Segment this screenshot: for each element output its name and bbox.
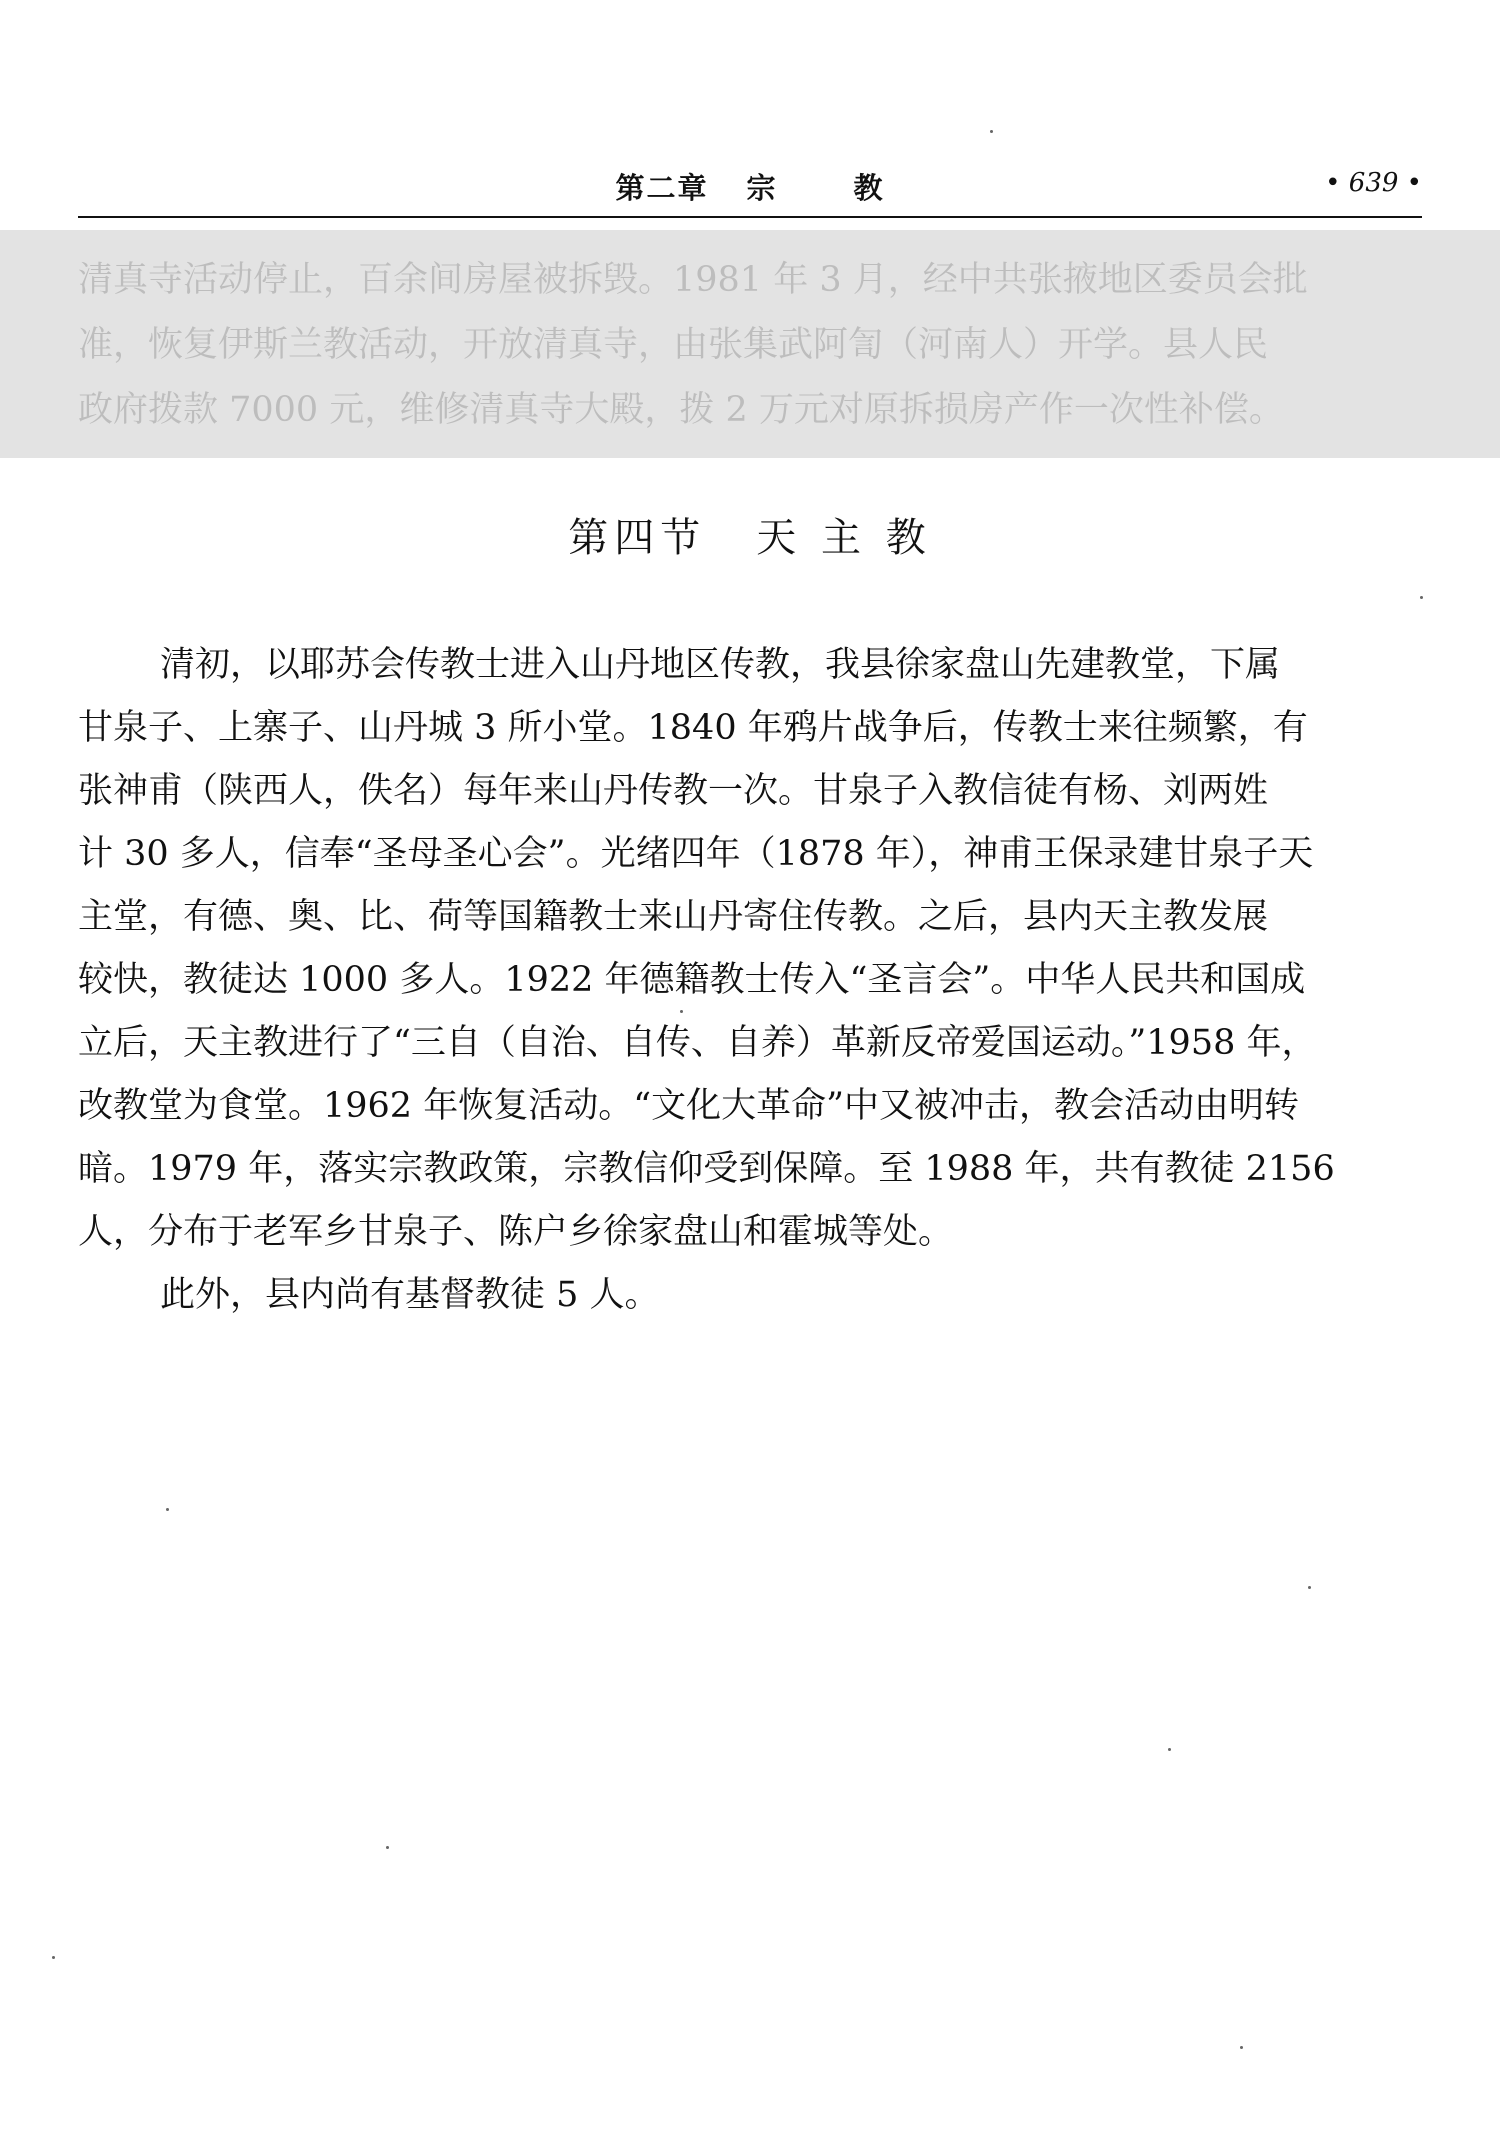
text-line: 清初，以耶苏会传教士进入山丹地区传教，我县徐家盘山先建教堂，下属 — [160, 645, 1281, 685]
text-line: 政府拨款 7000 元，维修清真寺大殿，拨 2 万元对原拆损房产作一次性补偿。 — [78, 390, 1284, 430]
scan-speck — [1420, 596, 1423, 599]
scan-speck — [990, 130, 993, 133]
text-line: 张神甫（陕西人，佚名）每年来山丹传教一次。甘泉子入教信徒有杨、刘两姓 — [78, 771, 1269, 811]
chapter-number: 第二章 — [615, 171, 709, 205]
text-line: 准，恢复伊斯兰教活动，开放清真寺，由张集武阿訇（河南人）开学。县人民 — [78, 325, 1269, 365]
text-line: 立后，天主教进行了“三自（自治、自传、自养）革新反帝爱国运动。”1958 年， — [78, 1023, 1317, 1063]
body-text — [78, 634, 1422, 1327]
page-number: • 639 • — [1325, 168, 1422, 198]
scan-speck — [1240, 2046, 1243, 2049]
text-line: 此外，县内尚有基督教徒 5 人。 — [160, 1275, 660, 1315]
scan-speck — [52, 1956, 55, 1959]
running-head — [78, 166, 1422, 212]
scan-speck — [386, 1846, 389, 1849]
chapter-title — [78, 166, 1422, 207]
scan-speck — [1168, 1748, 1171, 1751]
chapter-name-2: 教 — [853, 171, 885, 205]
text-line: 计 30 多人，信奉“圣母圣心会”。光绪四年（1878 年），神甫王保录建甘泉子天 — [78, 834, 1314, 874]
text-line: 改教堂为食堂。1962 年恢复活动。“文化大革命”中又被冲击，教会活动由明转 — [78, 1086, 1299, 1126]
text-line: 人，分布于老军乡甘泉子、陈户乡徐家盘山和霍城等处。 — [78, 1212, 954, 1252]
text-line: 甘泉子、上寨子、山丹城 3 所小堂。1840 年鸦片战争后，传教士来往频繁，有 — [78, 708, 1308, 748]
text-line: 暗。1979 年，落实宗教政策，宗教信仰受到保障。至 1988 年，共有教徒 2156 — [78, 1149, 1335, 1189]
scan-speck — [1308, 1586, 1311, 1589]
text-line: 主堂，有德、奥、比、荷等国籍教士来山丹寄住传教。之后，县内天主教发展 — [78, 897, 1269, 937]
text-line: 较快，教徒达 1000 多人。1922 年德籍教士传入“圣言会”。中华人民共和国成 — [78, 960, 1306, 1000]
chapter-name-1: 宗 — [746, 171, 778, 205]
text-line: 清真寺活动停止，百余间房屋被拆毁。1981 年 3 月，经中共张掖地区委员会批 — [78, 260, 1308, 300]
section-number: 第四节 — [568, 515, 707, 561]
scan-speck — [166, 1508, 169, 1511]
section-heading — [0, 506, 1500, 563]
previous-section-text — [78, 248, 1422, 443]
header-rule — [78, 216, 1422, 218]
section-title: 天 主 教 — [756, 515, 932, 561]
scan-speck — [680, 1010, 683, 1013]
